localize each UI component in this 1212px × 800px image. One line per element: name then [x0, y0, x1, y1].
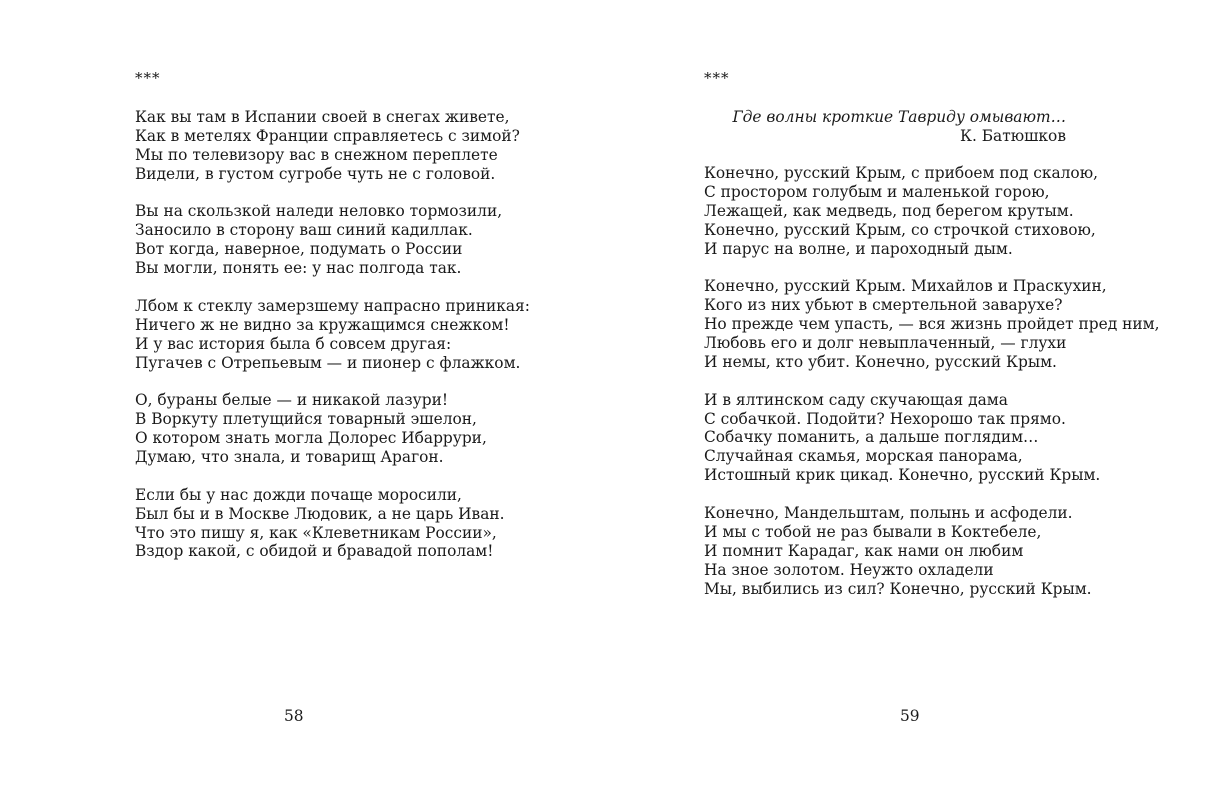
epigraph: [732, 108, 1066, 146]
poem-line: Как вы там в Испании своей в снегах живете,: [135, 108, 510, 126]
stanza: [135, 486, 530, 562]
stanza: [135, 391, 530, 467]
epigraph-author: К. Батюшков: [960, 127, 1066, 145]
poem: [135, 108, 530, 561]
stanza: [135, 202, 530, 278]
poem-line: Вы на скользкой наледи неловко тормозили,: [135, 202, 503, 221]
poem-line: И в ялтинском саду скучающая дама: [704, 390, 1008, 409]
poem-line: Думаю, что знала, и товарищ Арагон.: [135, 448, 444, 467]
stanza: [704, 391, 1159, 485]
poem-line: Кого из них убьют в смертельной заварухе?: [704, 296, 1063, 315]
poem-line: Видели, в густом сугробе чуть не с головой.: [135, 164, 496, 183]
poem-line: Случайная скамья, морская панорама,: [704, 447, 1023, 466]
poem-line: Вы могли, понять ее: у нас полгода так.: [135, 259, 462, 278]
section-separator: ***: [704, 69, 730, 87]
stanza: [135, 108, 530, 184]
page-number: 58: [284, 707, 304, 725]
poem-line: Лежащей, как медведь, под берегом крутым.: [704, 201, 1074, 220]
poem-line: Ничего ж не видно за кружащимся снежком!: [135, 315, 510, 334]
section-separator: ***: [135, 69, 161, 87]
poem-line: С простором голубым и маленькой горою,: [704, 182, 1050, 201]
poem-line: Вот когда, наверное, подумать о России: [135, 240, 463, 259]
poem-line: Но прежде чем упасть, — вся жизнь пройдет пред ним,: [704, 315, 1160, 334]
poem-line: Любовь его и долг невыплаченный, — глухи: [704, 334, 1067, 353]
poem-line: И у вас история была б совсем другая:: [135, 334, 452, 353]
poem-line: И парус на волне, и пароходный дым.: [704, 239, 1013, 258]
poem-line: И помнит Карадаг, как нами он любим: [704, 541, 1024, 560]
poem-line: Истошный крик цикад. Конечно, русский Крым.: [704, 466, 1101, 485]
poem-line: Пугачев с Отрепьевым — и пионер с флажком.: [135, 353, 521, 372]
poem-line: Конечно, русский Крым, с прибоем под скалою,: [704, 164, 1098, 182]
poem-line: Конечно, русский Крым. Михайлов и Праскухин,: [704, 277, 1107, 296]
poem-line: Что это пишу я, как «Клеветникам России»,: [135, 523, 497, 542]
stanza: [704, 504, 1159, 598]
poem-line: Как в метелях Франции справляетесь с зимой?: [135, 126, 520, 145]
poem-line: Вздор какой, с обидой и бравадой пополам!: [135, 542, 494, 561]
stanza: [704, 277, 1159, 371]
poem-line: Мы по телевизору вас в снежном переплете: [135, 145, 498, 164]
stanza: [135, 297, 530, 373]
poem: [704, 164, 1159, 598]
poem-line: На зное золотом. Неужто охладели: [704, 560, 994, 579]
poem-line: Конечно, Мандельштам, полынь и асфодели.: [704, 504, 1073, 523]
poem-line: Мы, выбились из сил? Конечно, русский Крым.: [704, 579, 1092, 598]
right-page: [606, 0, 1212, 800]
poem-line: Если бы у нас дожди почаще моросили,: [135, 485, 462, 504]
poem-line: Конечно, русский Крым, со строчкой стиховою,: [704, 220, 1096, 239]
epigraph-quote: Где волны кроткие Тавриду омывают…: [732, 108, 1066, 126]
page-number: 59: [900, 707, 920, 725]
poem-line: Лбом к стеклу замерзшему напрасно приникая:: [135, 296, 530, 315]
poem-line: Был бы и в Москве Людовик, а не царь Иван.: [135, 504, 505, 523]
poem-line: В Воркуту плетущийся товарный эшелон,: [135, 410, 477, 429]
poem-line: И мы с тобой не раз бывали в Коктебеле,: [704, 522, 1042, 541]
poem-line: О, бураны белые — и никакой лазури!: [135, 391, 449, 410]
poem-line: И немы, кто убит. Конечно, русский Крым.: [704, 352, 1057, 371]
poem-line: О котором знать могла Долорес Ибаррури,: [135, 429, 487, 448]
poem-line: С собачкой. Подойти? Нехорошо так прямо.: [704, 409, 1066, 428]
stanza: [704, 164, 1159, 258]
poem-line: Заносило в сторону ваш синий кадиллак.: [135, 221, 473, 240]
poem-line: Собачку поманить, а дальше поглядим…: [704, 428, 1039, 447]
